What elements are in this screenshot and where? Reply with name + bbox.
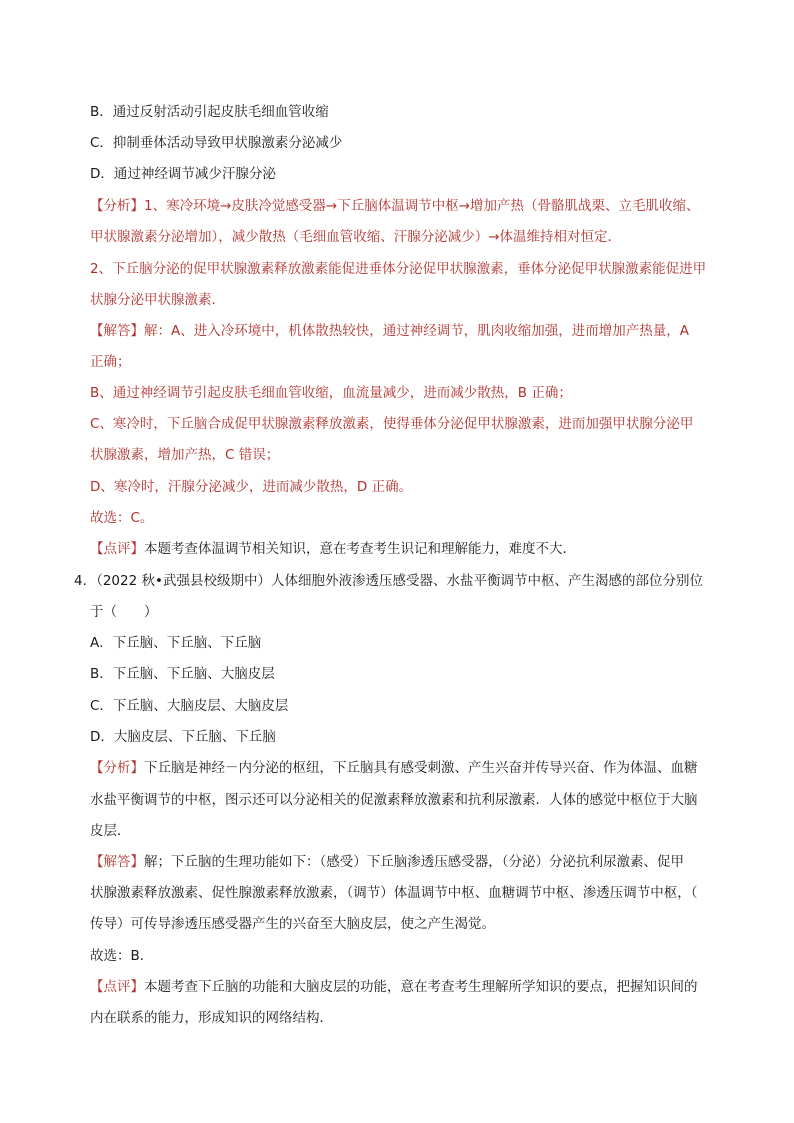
- q4-analysis-line-2: 水盐平衡调节的中枢，图示还可以分泌相关的促激素释放激素和抗利尿激素．人体的感觉中枢位于大脑: [90, 792, 698, 808]
- q4-option-a: A．下丘脑、下丘脑、下丘脑: [90, 635, 262, 651]
- q3-answer-line-5: 状腺激素，增加产热，C 错误；: [90, 447, 280, 463]
- q4-choice: 故选：B.: [90, 948, 145, 964]
- q3-answer-text-1: 解：A、进入冷环境中，机体散热较快，通过神经调节，肌肉收缩加强，进而增加产热量，A: [144, 323, 689, 339]
- q3-answer-line-1: [90, 322, 689, 340]
- q3-analysis-line-3: 2、下丘脑分泌的促甲状腺激素释放激素能促进垂体分泌促甲状腺激素，垂体分泌促甲状腺激素能促进甲: [90, 261, 707, 277]
- q3-option-c: C．抑制垂体活动导致甲状腺激素分泌减少: [90, 135, 343, 151]
- comment-tag: 【点评】: [90, 541, 144, 557]
- q4-stem-line-2: 于（ ）: [90, 604, 158, 620]
- q3-analysis-line-2: 甲状腺激素分泌增加），减少散热（毛细血管收缩、汗腺分泌减少）→体温维持相对恒定．: [90, 229, 622, 245]
- q3-analysis-line-4: 状腺分泌甲状腺激素．: [90, 292, 225, 308]
- q4-stem-line-1: 4．（2022 秋•武强县校级期中）人体细胞外液渗透压感受器、水盐平衡调节中枢、产生渴感的部位分别位: [74, 573, 703, 589]
- analysis-tag: 【分析】: [90, 760, 144, 776]
- q4-analysis-text-1: 下丘脑是神经－内分泌的枢纽，下丘脑具有感受刺激、产生兴奋并传导兴奋、作为体温、血糖: [144, 760, 698, 776]
- q3-option-b: B．通过反射活动引起皮肤毛细血管收缩: [90, 104, 329, 120]
- q3-answer-line-4: C、寒冷时，下丘脑合成促甲状腺激素释放激素，使得垂体分泌促甲状腺激素，进而加强甲状腺分泌甲: [90, 416, 694, 432]
- q4-answer-line-3: 传导）可传导渗透压感受器产生的兴奋至大脑皮层，使之产生渴觉。: [90, 916, 495, 932]
- q4-analysis-line-1: [90, 759, 698, 777]
- comment-tag: 【点评】: [90, 979, 144, 995]
- q3-option-d: D．通过神经调节减少汗腺分泌: [90, 166, 276, 182]
- q4-option-c: C．下丘脑、大脑皮层、大脑皮层: [90, 698, 289, 714]
- q3-choice: 故选：C。: [90, 510, 154, 526]
- q4-answer-line-2: 状腺激素释放激素、促性腺激素释放激素，（调节）体温调节中枢、血糖调节中枢、渗透压调节中枢，（: [90, 885, 698, 901]
- q3-comment-line: [90, 540, 576, 558]
- q4-option-b: B．下丘脑、下丘脑、大脑皮层: [90, 666, 275, 682]
- q3-analysis-text-1: 1、寒冷环境→皮肤冷觉感受器→下丘脑体温调节中枢→增加产热（骨骼肌战栗、立毛肌收缩、: [144, 198, 700, 214]
- q3-comment-text: 本题考查体温调节相关知识，意在考查考生识记和理解能力，难度不大．: [144, 541, 576, 557]
- q3-answer-line-2: 正确；: [90, 354, 131, 370]
- q3-answer-line-6: D、寒冷时，汗腺分泌减少，进而减少散热，D 正确。: [90, 479, 413, 495]
- answer-tag: 【解答】: [90, 854, 144, 870]
- q4-analysis-line-3: 皮层．: [90, 823, 131, 839]
- q4-comment-line-1: [90, 978, 698, 996]
- q4-comment-text-1: 本题考查下丘脑的功能和大脑皮层的功能，意在考查考生理解所学知识的要点，把握知识间的: [144, 979, 698, 995]
- analysis-tag: 【分析】: [90, 198, 144, 214]
- q4-answer-line-1: [90, 853, 684, 871]
- q4-comment-line-2: 内在联系的能力，形成知识的网络结构．: [90, 1010, 333, 1026]
- q4-answer-text-1: 解；下丘脑的生理功能如下：（感受）下丘脑渗透压感受器，（分泌）分泌抗利尿激素、促甲: [144, 854, 684, 870]
- q3-analysis-line-1: [90, 197, 700, 215]
- answer-tag: 【解答】: [90, 323, 144, 339]
- q4-option-d: D．大脑皮层、下丘脑、下丘脑: [90, 729, 276, 745]
- q3-answer-line-3: B、通过神经调节引起皮肤毛细血管收缩，血流量减少，进而减少散热，B 正确；: [90, 385, 572, 401]
